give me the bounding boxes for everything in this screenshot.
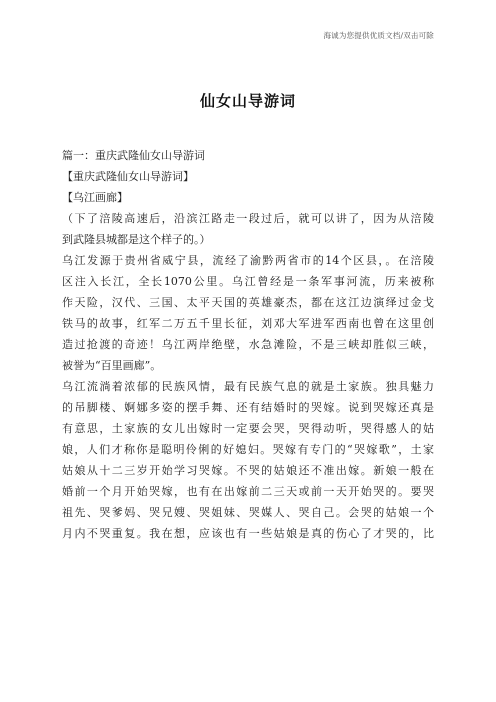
paragraph-line: 姑娘从十二三岁开始学习哭嫁。不哭的姑娘还不准出嫁。新娘一般在 [62, 464, 434, 477]
paragraph-line: 的吊脚楼、婀娜多姿的摆手舞、还有结婚时的哭嫁。说到哭嫁还真是 [62, 401, 434, 414]
paragraph-line: 作天险，汉代、三国、太平天国的英雄豪杰，都在这江边演绎过金戈 [62, 296, 434, 309]
note-paragraph [62, 208, 434, 250]
note-line: 到武隆县城都是这个样子的。） [62, 233, 211, 246]
subsection-heading: 【乌江画廊】 [62, 191, 128, 204]
paragraph-line: 造过抢渡的奇迹！乌江两岸绝壁，水急滩险，不是三峡却胜似三峡， [62, 338, 434, 351]
paragraph-line: 娘，人们才称你是聪明伶俐的好媳妇。哭嫁有专门的“哭嫁歌”，土家 [62, 443, 434, 456]
header-note: 海诚为您提供优质文档/双击可除 [323, 31, 434, 40]
note-line: （下了涪陵高速后，沿滨江路走一段过后，就可以讲了，因为从涪陵 [62, 212, 434, 225]
paragraph-line: 乌江流淌着浓郁的民族风情，最有民族气息的就是土家族。独具魅力 [62, 380, 434, 393]
paragraph-line: 祖先、哭爹妈、哭兄嫂、哭姐妹、哭媒人、哭自己。会哭的姑娘一个 [62, 506, 434, 519]
paragraph-line: 婚前一个月开始哭嫁，也有在出嫁前二三天或前一天开始哭的。要哭 [62, 485, 434, 498]
paragraph-line: 区注入长江，全长1070公里。乌江曾经是一条军事河流，历来被称 [62, 275, 434, 288]
paragraph-1 [62, 250, 434, 376]
section-heading: 篇一：重庆武隆仙女山导游词 [62, 149, 205, 162]
document-body [62, 145, 434, 544]
subheading: 【重庆武隆仙女山导游词】 [62, 170, 194, 183]
paragraph-line: 铁马的故事，红军二万五千里长征，刘邓大军进军西南也曾在这里创 [62, 317, 434, 330]
paragraph-line: 月内不哭重复。我在想，应该也有一些姑娘是真的伤心了才哭的，比 [62, 527, 434, 540]
paragraph-2 [62, 376, 434, 544]
paragraph-line: 有意思，土家族的女儿出嫁时一定要会哭，哭得动听，哭得感人的姑 [62, 422, 434, 435]
paragraph-line: 乌江发源于贵州省威宁县，流经了渝黔两省市的14个区县，。在涪陵 [62, 254, 434, 267]
document-title: 仙女山导游词 [199, 92, 296, 110]
paragraph-line: 被誉为“百里画廊”。 [62, 359, 162, 372]
